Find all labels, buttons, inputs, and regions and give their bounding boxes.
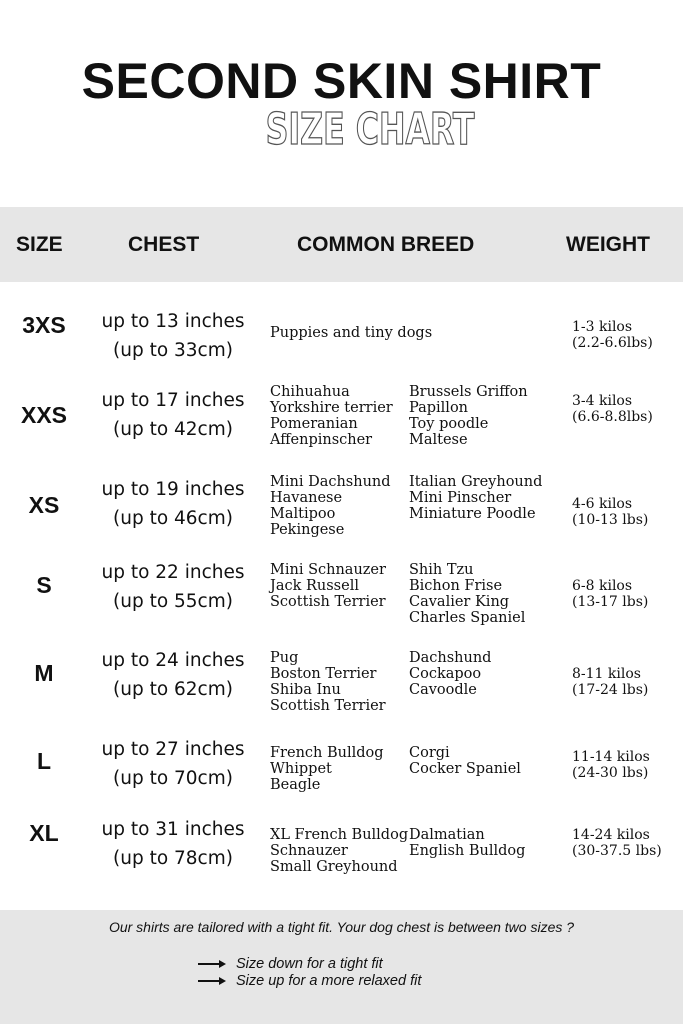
weight-lbs: (17-24 lbs) [572,682,649,698]
breed-name: Shiba Inu [270,682,341,698]
chest-cm: (up to 33cm) [113,340,233,361]
breed-name: Scottish Terrier [270,594,386,610]
column-header-size: SIZE [16,233,63,256]
chest-inches: up to 31 inches [101,819,245,840]
chest-cm: (up to 78cm) [113,848,233,869]
chest-measurement [88,386,258,444]
weight-lbs: (6.6-8.8lbs) [572,409,653,425]
size-label: XL [29,820,59,846]
weight-kilos: 11-14 kilos [572,749,650,765]
chest-inches: up to 13 inches [101,311,245,332]
breed-name: Beagle [270,777,321,793]
breed-name: Jack Russell [270,578,359,594]
weight-range [572,827,662,859]
breed-name: Puppies and tiny dogs [270,325,433,341]
weight-range [572,666,648,698]
breed-name: Corgi [409,745,450,761]
chest-measurement [88,735,258,793]
breed-name: Boston Terrier [270,666,377,682]
breed-name: Pekingese [270,522,345,538]
size-label: XXS [20,402,68,428]
weight-lbs: (13-17 lbs) [572,594,649,610]
chest-cm: (up to 62cm) [113,679,233,700]
tip-size-up [198,972,421,990]
breed-name: English Bulldog [409,843,526,859]
breed-name: Dachshund [409,650,492,666]
chest-cm: (up to 46cm) [113,508,233,529]
chest-measurement [88,815,258,873]
chest-inches: up to 17 inches [101,390,245,411]
page-title: SECOND SKIN SHIRT [81,53,602,109]
breed-name: Whippet [270,761,332,777]
breed-name: XL French Bulldog [270,827,409,843]
chest-cm: (up to 42cm) [113,419,233,440]
weight-range [572,393,653,425]
breed-name: Pug [270,650,299,666]
tip-size-up-text: Size up for a more relaxed fit [236,973,422,989]
weight-kilos: 14-24 kilos [572,827,650,843]
chest-cm: (up to 70cm) [113,768,233,789]
breed-name: Schnauzer [270,843,348,859]
chest-inches: up to 19 inches [101,479,245,500]
breed-list-secondary [409,562,525,626]
arrow-right-icon [198,976,226,986]
breed-list-primary [270,474,391,538]
breed-name: Cockapoo [409,666,482,682]
chest-measurement [88,646,258,704]
breed-name: Affenpinscher [270,432,373,448]
breed-name: Chihuahua [270,384,350,400]
tip-size-down-text: Size down for a tight fit [236,956,383,972]
size-label: 3XS [22,312,66,338]
weight-lbs: (24-30 lbs) [572,765,649,781]
weight-kilos: 3-4 kilos [572,393,633,409]
breed-name: Mini Pinscher [409,490,512,506]
weight-kilos: 1-3 kilos [572,319,633,335]
size-label: L [36,748,52,774]
breed-name: Cavoodle [409,682,477,698]
size-label: M [34,660,54,686]
weight-kilos: 4-6 kilos [572,496,633,512]
breed-list-secondary [409,384,528,448]
breed-name: Papillon [409,400,469,416]
breed-name: Toy poodle [409,416,489,432]
breed-name: Maltese [409,432,468,448]
column-header-weight: WEIGHT [566,233,650,256]
breed-name: Maltipoo [270,506,336,522]
column-header-chest: CHEST [128,233,200,256]
page-subtitle: SIZE CHART [265,104,475,155]
size-label: S [36,572,52,598]
breed-name: Yorkshire terrier [270,400,393,416]
breed-list-primary [270,827,408,875]
chest-inches: up to 24 inches [101,650,245,671]
breed-list-primary [270,745,384,793]
breed-name: Small Greyhound [270,859,398,875]
breed-name: Mini Schnauzer [270,562,386,578]
breed-name: Dalmatian [409,827,485,843]
breed-name: Cavalier King [409,594,510,610]
weight-range [572,578,648,610]
weight-kilos: 6-8 kilos [572,578,633,594]
breed-name: Mini Dachshund [270,474,391,490]
breed-name: Scottish Terrier [270,698,386,714]
chest-measurement [88,307,258,365]
breed-name: Bichon Frise [409,578,503,594]
tip-size-down [198,955,383,973]
chest-measurement [88,558,258,616]
weight-lbs: (10-13 lbs) [572,512,649,528]
chest-inches: up to 22 inches [101,562,245,583]
size-label: XS [28,492,60,518]
breed-list-secondary [409,827,525,859]
weight-kilos: 8-11 kilos [572,666,641,682]
breed-list-primary [270,325,432,341]
arrow-right-icon [198,959,226,969]
breed-list-secondary [409,650,491,698]
breed-name: Italian Greyhound [409,474,543,490]
breed-name: Brussels Griffon [409,384,528,400]
breed-list-primary [270,562,386,610]
weight-lbs: (2.2-6.6lbs) [572,335,653,351]
chest-inches: up to 27 inches [101,739,245,760]
weight-range [572,319,653,351]
column-header-breed: COMMON BREED [297,233,475,256]
fit-note: Our shirts are tailored with a tight fit. Your dog chest is between two sizes ? [108,919,575,935]
weight-range [572,496,648,528]
weight-range [572,749,650,781]
breed-name: Havanese [270,490,343,506]
breed-name: French Bulldog [270,745,384,761]
breed-list-primary [270,384,393,448]
breed-list-secondary [409,474,542,522]
breed-name: Pomeranian [270,416,358,432]
chest-measurement [88,475,258,533]
breed-list-primary [270,650,386,714]
breed-name: Charles Spaniel [409,610,526,626]
breed-name: Cocker Spaniel [409,761,521,777]
breed-name: Shih Tzu [409,562,474,578]
chest-cm: (up to 55cm) [113,591,233,612]
breed-name: Miniature Poodle [409,506,536,522]
weight-lbs: (30-37.5 lbs) [572,843,662,859]
breed-list-secondary [409,745,521,777]
